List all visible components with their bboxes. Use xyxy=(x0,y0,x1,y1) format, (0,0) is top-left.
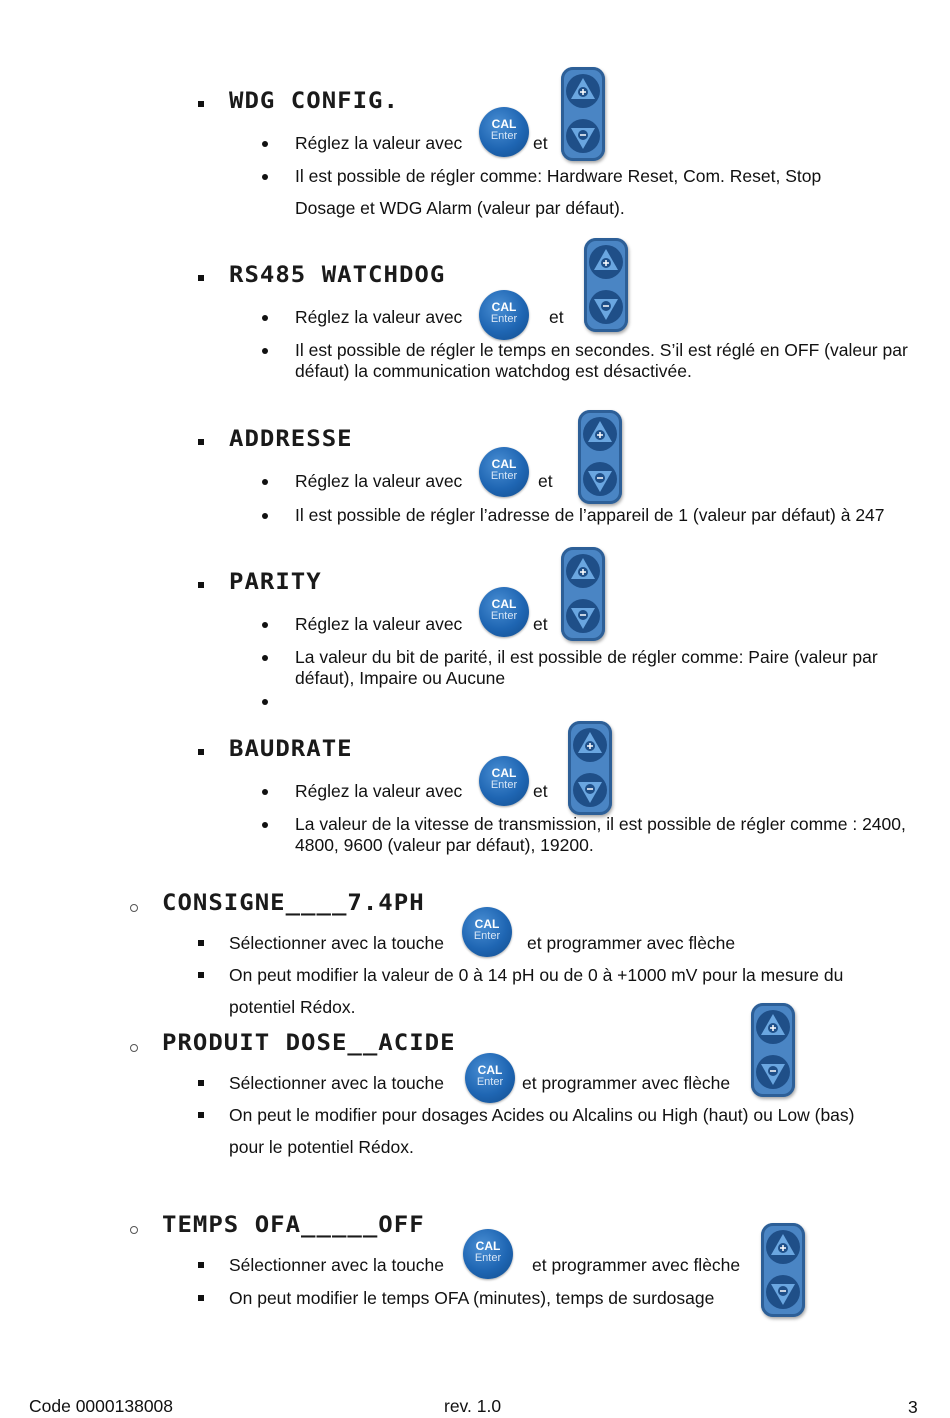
et-text: et xyxy=(538,471,553,491)
up-down-arrows-graphic xyxy=(561,547,605,641)
set-value-text: Réglez la valeur avec xyxy=(295,471,463,491)
option-title: PRODUIT DOSE__ACIDE xyxy=(162,1030,456,1056)
bullet-circle xyxy=(130,1044,138,1052)
cal-enter-button-icon: CAL Enter xyxy=(479,587,529,637)
detail-line: pour le potentiel Rédox. xyxy=(229,1137,414,1157)
bullet-dot xyxy=(262,174,268,180)
section-title: RS485 WATCHDOG xyxy=(229,262,446,288)
revision: rev. 1.0 xyxy=(444,1396,502,1416)
up-down-arrows-graphic xyxy=(578,410,622,504)
set-value-text: Réglez la valeur avec xyxy=(295,781,463,801)
option-title: TEMPS OFA_____OFF xyxy=(162,1212,425,1238)
bullet-square xyxy=(198,972,204,978)
bullet-dot xyxy=(262,655,268,661)
up-down-arrows-graphic xyxy=(584,238,628,332)
up-down-arrow-buttons-icon xyxy=(561,547,605,641)
bullet-dot xyxy=(262,315,268,321)
bullet-dot xyxy=(262,622,268,628)
bullet-dot xyxy=(262,141,268,147)
detail-text: La valeur de la vitesse de transmission, il est possible de régler comme : 2400, 4800, 9600 (valeur par défaut), 19200. xyxy=(295,814,906,855)
cal-enter-button-icon: CAL Enter xyxy=(479,290,529,340)
select-text: Sélectionner avec la touche xyxy=(229,1073,444,1093)
up-down-arrows-graphic xyxy=(568,721,612,815)
program-text: et programmer avec flèche xyxy=(522,1073,731,1093)
detail-line: On peut modifier le temps OFA (minutes), temps de surdosage xyxy=(229,1288,715,1308)
option-title: CONSIGNE____7.4PH xyxy=(162,890,425,916)
detail-text: Il est possible de régler l’adresse de l’appareil de 1 (valeur par défaut) à 247 xyxy=(295,505,885,525)
detail-text: La valeur du bit de parité, il est possible de régler comme: Paire (valeur par défaut), Impaire ou Aucune xyxy=(295,647,878,688)
bullet-square xyxy=(198,275,204,281)
bullet-dot xyxy=(262,822,268,828)
up-down-arrows-graphic xyxy=(561,67,605,161)
cal-enter-button-icon: CAL Enter xyxy=(465,1053,515,1103)
up-down-arrows-graphic xyxy=(751,1003,795,1097)
bullet-square xyxy=(198,1295,204,1301)
detail-text: Il est possible de régler le temps en secondes. S’il est réglé en OFF (valeur par défaut) la communication watchdog est désactivée. xyxy=(295,340,908,381)
section-title: BAUDRATE xyxy=(229,736,353,762)
section-title: WDG CONFIG. xyxy=(229,88,399,114)
detail-line: potentiel Rédox. xyxy=(229,997,356,1017)
bullet-dot xyxy=(262,479,268,485)
bullet-square xyxy=(198,439,204,445)
bullet-square xyxy=(198,1080,204,1086)
document-code: Code 0000138008 xyxy=(29,1396,174,1416)
bullet-dot xyxy=(262,699,268,705)
detail-line: Il est possible de régler comme: Hardware Reset, Com. Reset, Stop xyxy=(295,166,822,186)
program-text: et programmer avec flèche xyxy=(532,1255,741,1275)
up-down-arrow-buttons-icon xyxy=(761,1223,805,1317)
cal-enter-button-icon: CAL Enter xyxy=(479,756,529,806)
program-text: et programmer avec flèche xyxy=(527,933,736,953)
up-down-arrow-buttons-icon xyxy=(578,410,622,504)
bullet-square xyxy=(198,749,204,755)
set-value-text: Réglez la valeur avec xyxy=(295,307,463,327)
bullet-circle xyxy=(130,904,138,912)
select-text: Sélectionner avec la touche xyxy=(229,1255,444,1275)
bullet-dot xyxy=(262,513,268,519)
cal-enter-button-icon: CAL Enter xyxy=(479,107,529,157)
select-text: Sélectionner avec la touche xyxy=(229,933,444,953)
bullet-dot xyxy=(262,348,268,354)
bullet-square xyxy=(198,940,204,946)
up-down-arrow-buttons-icon xyxy=(751,1003,795,1097)
et-text: et xyxy=(549,307,564,327)
up-down-arrow-buttons-icon xyxy=(584,238,628,332)
section-title: PARITY xyxy=(229,569,322,595)
bullet-square xyxy=(198,582,204,588)
up-down-arrow-buttons-icon xyxy=(568,721,612,815)
page-number: 3 xyxy=(908,1397,918,1417)
bullet-square xyxy=(198,1262,204,1268)
set-value-text: Réglez la valeur avec xyxy=(295,614,463,634)
up-down-arrows-graphic xyxy=(761,1223,805,1317)
cal-enter-button-icon: CAL Enter xyxy=(463,1229,513,1279)
detail-line: On peut modifier la valeur de 0 à 14 pH ou de 0 à +1000 mV pour la mesure du xyxy=(229,965,844,985)
et-text: et xyxy=(533,133,548,153)
up-down-arrow-buttons-icon xyxy=(561,67,605,161)
detail-line: On peut le modifier pour dosages Acides ou Alcalins ou High (haut) ou Low (bas) xyxy=(229,1105,855,1125)
section-title: ADDRESSE xyxy=(229,426,353,452)
detail-line: Dosage et WDG Alarm (valeur par défaut). xyxy=(295,198,625,218)
set-value-text: Réglez la valeur avec xyxy=(295,133,463,153)
bullet-dot xyxy=(262,789,268,795)
et-text: et xyxy=(533,781,548,801)
et-text: et xyxy=(533,614,548,634)
bullet-square xyxy=(198,101,204,107)
bullet-circle xyxy=(130,1226,138,1234)
bullet-square xyxy=(198,1112,204,1118)
cal-enter-button-icon: CAL Enter xyxy=(462,907,512,957)
cal-enter-button-icon: CAL Enter xyxy=(479,447,529,497)
